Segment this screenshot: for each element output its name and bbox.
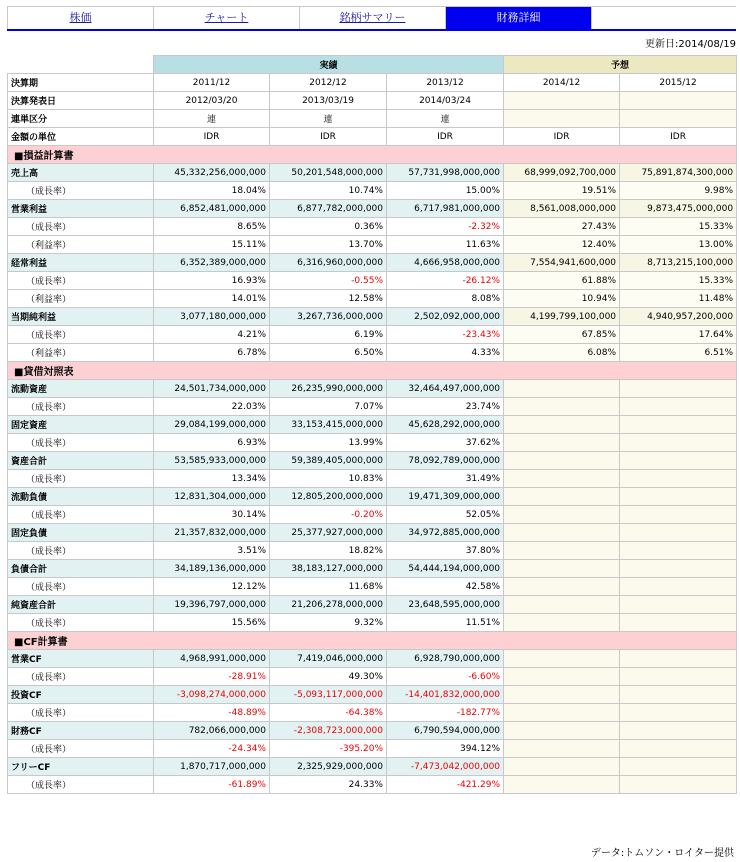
cell-value [620,686,737,704]
row-label: （成長率） [8,218,154,236]
cell-value: 12.40% [504,236,620,254]
section-title: ■CF計算書 [8,632,737,650]
cell-value: 連 [387,110,504,128]
table-row [8,290,737,308]
row-label: フリーCF [8,758,154,776]
table-row [8,452,737,470]
table-row [8,164,737,182]
cell-value: 11.51% [387,614,504,632]
cell-value [504,686,620,704]
cell-value: 67.85% [504,326,620,344]
cell-value: 34,189,136,000,000 [154,560,270,578]
cell-value: 59,389,405,000,000 [270,452,387,470]
cell-value [620,434,737,452]
cell-value: 2014/12 [504,74,620,92]
cell-value: 52.05% [387,506,504,524]
cell-value: 2012/12 [270,74,387,92]
cell-value: 13.00% [620,236,737,254]
cell-value: IDR [154,128,270,146]
cell-value: 11.63% [387,236,504,254]
cell-value [504,560,620,578]
table-row [8,434,737,452]
cell-value: 15.56% [154,614,270,632]
cell-value [504,668,620,686]
cell-value: -48.89% [154,704,270,722]
cell-value [504,722,620,740]
row-label: （成長率） [8,506,154,524]
cell-value: 21,206,278,000,000 [270,596,387,614]
section-title: ■貸借対照表 [8,362,737,380]
data-credit: データ:トムソン・ロイター提供 [590,848,734,859]
cell-value [620,740,737,758]
cell-value: 10.83% [270,470,387,488]
table-row [8,254,737,272]
cell-value [504,434,620,452]
cell-value: -26.12% [387,272,504,290]
section-row [8,362,737,380]
table-row [8,668,737,686]
cell-value: -2.32% [387,218,504,236]
cell-value [620,488,737,506]
cell-value: 54,444,194,000,000 [387,560,504,578]
row-label: 金額の単位 [8,128,154,146]
cell-value [504,398,620,416]
row-label: （成長率） [8,740,154,758]
cell-value: 12.12% [154,578,270,596]
cell-value: 23.74% [387,398,504,416]
table-row [8,344,737,362]
cell-value: 2012/03/20 [154,92,270,110]
table-row [8,380,737,398]
cell-value: 45,628,292,000,000 [387,416,504,434]
cell-value: IDR [504,128,620,146]
cell-value: -421.29% [387,776,504,794]
cell-value: 24,501,734,000,000 [154,380,270,398]
cell-value: -28.91% [154,668,270,686]
table-row [8,650,737,668]
row-label: （利益率） [8,236,154,254]
row-label: （成長率） [8,542,154,560]
row-label: （成長率） [8,668,154,686]
cell-value [620,542,737,560]
cell-value: 6,877,782,000,000 [270,200,387,218]
cell-value: 9,873,475,000,000 [620,200,737,218]
cell-value: 394.12% [387,740,504,758]
cell-value: 23,648,595,000,000 [387,596,504,614]
cell-value: 6,852,481,000,000 [154,200,270,218]
header-actual: 実績 [154,56,504,74]
table-row [8,488,737,506]
row-label: 固定負債 [8,524,154,542]
cell-value: 4,666,958,000,000 [387,254,504,272]
table-row [8,776,737,794]
cell-value [504,506,620,524]
cell-value: 6.51% [620,344,737,362]
section-row [8,146,737,164]
tab-3[interactable]: 財務詳細 [446,7,592,29]
cell-value [504,614,620,632]
row-label: 流動資産 [8,380,154,398]
cell-value: 2014/03/24 [387,92,504,110]
row-label: 資産合計 [8,452,154,470]
table-row [8,542,737,560]
cell-value: 2013/12 [387,74,504,92]
cell-value: 57,731,998,000,000 [387,164,504,182]
cell-value: -3,098,274,000,000 [154,686,270,704]
cell-value [620,452,737,470]
row-label: （成長率） [8,470,154,488]
cell-value [504,452,620,470]
cell-value [620,110,737,128]
cell-value: 6.08% [504,344,620,362]
row-label: 営業CF [8,650,154,668]
cell-value: -5,093,117,000,000 [270,686,387,704]
cell-value [620,92,737,110]
cell-value: 15.33% [620,218,737,236]
cell-value [504,650,620,668]
cell-value: 19,471,309,000,000 [387,488,504,506]
row-label: 売上高 [8,164,154,182]
row-label: （成長率） [8,182,154,200]
cell-value: 2013/03/19 [270,92,387,110]
cell-value: -23.43% [387,326,504,344]
cell-value: 15.33% [620,272,737,290]
tab-2[interactable]: 銘柄サマリー [300,7,446,29]
cell-value [620,506,737,524]
table-row [8,686,737,704]
cell-value: 12,805,200,000,000 [270,488,387,506]
cell-value [620,758,737,776]
cell-value: 78,092,789,000,000 [387,452,504,470]
cell-value: 50,201,548,000,000 [270,164,387,182]
cell-value: -61.89% [154,776,270,794]
cell-value: 7,419,046,000,000 [270,650,387,668]
updated-date: 更新日:2014/08/19 [644,39,736,50]
row-label: （利益率） [8,290,154,308]
cell-value [620,524,737,542]
cell-value: 13.34% [154,470,270,488]
row-label: （成長率） [8,398,154,416]
table-row [8,524,737,542]
row-label: 固定資産 [8,416,154,434]
cell-value: 2011/12 [154,74,270,92]
cell-value: -24.34% [154,740,270,758]
cell-value: 連 [154,110,270,128]
cell-value: IDR [620,128,737,146]
row-label: 決算発表日 [8,92,154,110]
table-row [8,308,737,326]
row-label: （成長率） [8,326,154,344]
cell-value [620,398,737,416]
cell-value: 25,377,927,000,000 [270,524,387,542]
cell-value: IDR [270,128,387,146]
table-row [8,614,737,632]
cell-value: 19.51% [504,182,620,200]
cell-value: 26,235,990,000,000 [270,380,387,398]
cell-value: 0.36% [270,218,387,236]
cell-value [504,542,620,560]
cell-value: 27.43% [504,218,620,236]
row-label: （成長率） [8,614,154,632]
cell-value: 6.93% [154,434,270,452]
cell-value: 2,325,929,000,000 [270,758,387,776]
table-row [8,416,737,434]
cell-value [620,470,737,488]
cell-value: 782,066,000,000 [154,722,270,740]
cell-value: 6,352,389,000,000 [154,254,270,272]
cell-value: 12.58% [270,290,387,308]
cell-value: 14.01% [154,290,270,308]
cell-value: -64.38% [270,704,387,722]
cell-value: 18.82% [270,542,387,560]
header-blank [8,56,154,74]
section-row [8,632,737,650]
table-row [8,722,737,740]
table-row [8,704,737,722]
cell-value [504,704,620,722]
cell-value: 11.48% [620,290,737,308]
cell-value: 7.07% [270,398,387,416]
cell-value: 8,713,215,100,000 [620,254,737,272]
cell-value: 連 [270,110,387,128]
row-label: 純資産合計 [8,596,154,614]
cell-value: -0.55% [270,272,387,290]
cell-value: 61.88% [504,272,620,290]
row-label: 決算期 [8,74,154,92]
cell-value [620,722,737,740]
tab-0[interactable]: 株価 [8,7,154,29]
tab-bar [7,6,736,29]
row-label: （成長率） [8,272,154,290]
cell-value: 15.11% [154,236,270,254]
cell-value: 16.93% [154,272,270,290]
cell-value: 3,077,180,000,000 [154,308,270,326]
cell-value: IDR [387,128,504,146]
cell-value: 8.65% [154,218,270,236]
cell-value [504,416,620,434]
cell-value: 10.94% [504,290,620,308]
table-row [8,398,737,416]
cell-value [504,488,620,506]
cell-value: 32,464,497,000,000 [387,380,504,398]
cell-value: 31.49% [387,470,504,488]
cell-value: -0.20% [270,506,387,524]
table-row [8,74,737,92]
table-row [8,182,737,200]
table-row [8,560,737,578]
cell-value: -182.77% [387,704,504,722]
row-label: （利益率） [8,344,154,362]
row-label: 営業利益 [8,200,154,218]
row-label: （成長率） [8,704,154,722]
cell-value: 53,585,933,000,000 [154,452,270,470]
cell-value: 13.99% [270,434,387,452]
tab-underline [7,29,736,31]
cell-value: 2015/12 [620,74,737,92]
cell-value [620,380,737,398]
section-title: ■損益計算書 [8,146,737,164]
cell-value [504,578,620,596]
cell-value: 6.19% [270,326,387,344]
cell-value: 10.74% [270,182,387,200]
cell-value: 6,790,594,000,000 [387,722,504,740]
cell-value: 38,183,127,000,000 [270,560,387,578]
cell-value: 33,153,415,000,000 [270,416,387,434]
period-group-header [8,56,737,74]
table-row [8,218,737,236]
cell-value: 15.00% [387,182,504,200]
cell-value [620,578,737,596]
cell-value [504,776,620,794]
cell-value [620,704,737,722]
row-label: 投資CF [8,686,154,704]
cell-value: -2,308,723,000,000 [270,722,387,740]
table-row [8,272,737,290]
cell-value: 6,928,790,000,000 [387,650,504,668]
cell-value: 8,561,008,000,000 [504,200,620,218]
cell-value [504,596,620,614]
cell-value: 49.30% [270,668,387,686]
row-label: 流動負債 [8,488,154,506]
cell-value [504,110,620,128]
cell-value: 30.14% [154,506,270,524]
cell-value [620,596,737,614]
table-row [8,128,737,146]
cell-value: 37.62% [387,434,504,452]
table-row [8,470,737,488]
cell-value: 68,999,092,700,000 [504,164,620,182]
row-label: 財務CF [8,722,154,740]
table-row [8,758,737,776]
cell-value: -14,401,832,000,000 [387,686,504,704]
cell-value [620,776,737,794]
cell-value [504,758,620,776]
header-forecast: 予想 [504,56,737,74]
financial-table [7,55,737,794]
cell-value: 4.21% [154,326,270,344]
cell-value: 6,316,960,000,000 [270,254,387,272]
row-label: 連単区分 [8,110,154,128]
cell-value [504,470,620,488]
cell-value: 75,891,874,300,000 [620,164,737,182]
cell-value: 6.78% [154,344,270,362]
cell-value: -7,473,042,000,000 [387,758,504,776]
cell-value: 24.33% [270,776,387,794]
cell-value: -395.20% [270,740,387,758]
cell-value: 45,332,256,000,000 [154,164,270,182]
table-row [8,200,737,218]
row-label: 当期純利益 [8,308,154,326]
cell-value: 34,972,885,000,000 [387,524,504,542]
cell-value: 21,357,832,000,000 [154,524,270,542]
cell-value [504,92,620,110]
cell-value: 17.64% [620,326,737,344]
cell-value: 4,968,991,000,000 [154,650,270,668]
cell-value [504,740,620,758]
row-label: （成長率） [8,578,154,596]
row-label: 経常利益 [8,254,154,272]
row-label: 負債合計 [8,560,154,578]
cell-value [504,524,620,542]
cell-value: 18.04% [154,182,270,200]
table-row [8,236,737,254]
table-row [8,578,737,596]
cell-value [620,668,737,686]
table-row [8,110,737,128]
table-row [8,92,737,110]
cell-value [620,614,737,632]
cell-value [504,380,620,398]
row-label: （成長率） [8,434,154,452]
cell-value: 7,554,941,600,000 [504,254,620,272]
cell-value: 29,084,199,000,000 [154,416,270,434]
cell-value: 9.32% [270,614,387,632]
cell-value: 13.70% [270,236,387,254]
cell-value: 19,396,797,000,000 [154,596,270,614]
table-row [8,506,737,524]
table-row [8,596,737,614]
cell-value: -6.60% [387,668,504,686]
row-label: （成長率） [8,776,154,794]
cell-value: 3.51% [154,542,270,560]
cell-value: 9.98% [620,182,737,200]
cell-value: 1,870,717,000,000 [154,758,270,776]
cell-value [620,560,737,578]
cell-value: 12,831,304,000,000 [154,488,270,506]
financial-table-body [8,74,737,794]
cell-value: 8.08% [387,290,504,308]
cell-value: 11.68% [270,578,387,596]
cell-value: 2,502,092,000,000 [387,308,504,326]
cell-value: 22.03% [154,398,270,416]
cell-value: 4,199,799,100,000 [504,308,620,326]
cell-value: 4,940,957,200,000 [620,308,737,326]
table-row [8,326,737,344]
cell-value: 42.58% [387,578,504,596]
cell-value: 4.33% [387,344,504,362]
cell-value [620,650,737,668]
cell-value: 3,267,736,000,000 [270,308,387,326]
cell-value [620,416,737,434]
cell-value: 6.50% [270,344,387,362]
cell-value: 37.80% [387,542,504,560]
table-row [8,740,737,758]
tab-1[interactable]: チャート [154,7,300,29]
cell-value: 6,717,981,000,000 [387,200,504,218]
